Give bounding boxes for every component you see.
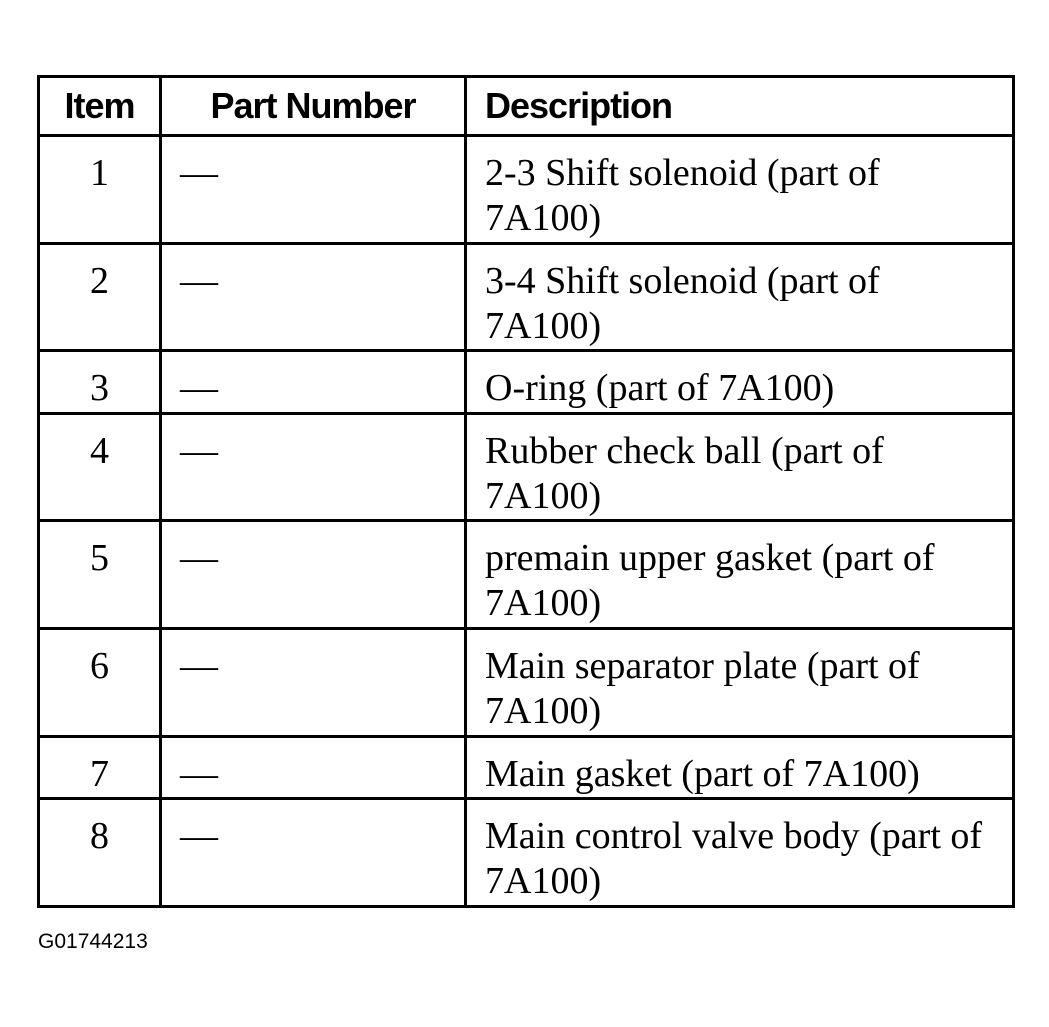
cell-item: 1 xyxy=(39,136,161,244)
table-row xyxy=(39,351,1014,413)
cell-part-number: — xyxy=(161,243,466,351)
cell-description: 3-4 Shift solenoid (part of 7A100) xyxy=(466,243,1014,351)
header-description: Description xyxy=(466,77,1014,136)
cell-part-number: — xyxy=(161,136,466,244)
cell-description: Main gasket (part of 7A100) xyxy=(466,736,1014,798)
table-row xyxy=(39,736,1014,798)
table-row xyxy=(39,243,1014,351)
cell-description: Main control valve body (part of 7A100) xyxy=(466,799,1014,907)
cell-part-number: — xyxy=(161,413,466,521)
cell-description: Main separator plate (part of 7A100) xyxy=(466,629,1014,737)
cell-description: O-ring (part of 7A100) xyxy=(466,351,1014,413)
cell-item: 3 xyxy=(39,351,161,413)
table-row xyxy=(39,629,1014,737)
header-item: Item xyxy=(39,77,161,136)
header-part-number: Part Number xyxy=(161,77,466,136)
cell-part-number: — xyxy=(161,629,466,737)
table-row xyxy=(39,413,1014,521)
cell-item: 7 xyxy=(39,736,161,798)
cell-part-number: — xyxy=(161,351,466,413)
cell-item: 8 xyxy=(39,799,161,907)
cell-description: 2-3 Shift solenoid (part of 7A100) xyxy=(466,136,1014,244)
figure-id-caption: G01744213 xyxy=(38,930,148,953)
cell-item: 4 xyxy=(39,413,161,521)
header-row xyxy=(39,77,1014,136)
table-row xyxy=(39,799,1014,907)
cell-description: premain upper gasket (part of 7A100) xyxy=(466,521,1014,629)
cell-part-number: — xyxy=(161,736,466,798)
cell-item: 6 xyxy=(39,629,161,737)
parts-table xyxy=(37,75,1015,908)
cell-part-number: — xyxy=(161,521,466,629)
table-row xyxy=(39,136,1014,244)
cell-description: Rubber check ball (part of 7A100) xyxy=(466,413,1014,521)
cell-item: 2 xyxy=(39,243,161,351)
cell-part-number: — xyxy=(161,799,466,907)
table-row xyxy=(39,521,1014,629)
cell-item: 5 xyxy=(39,521,161,629)
